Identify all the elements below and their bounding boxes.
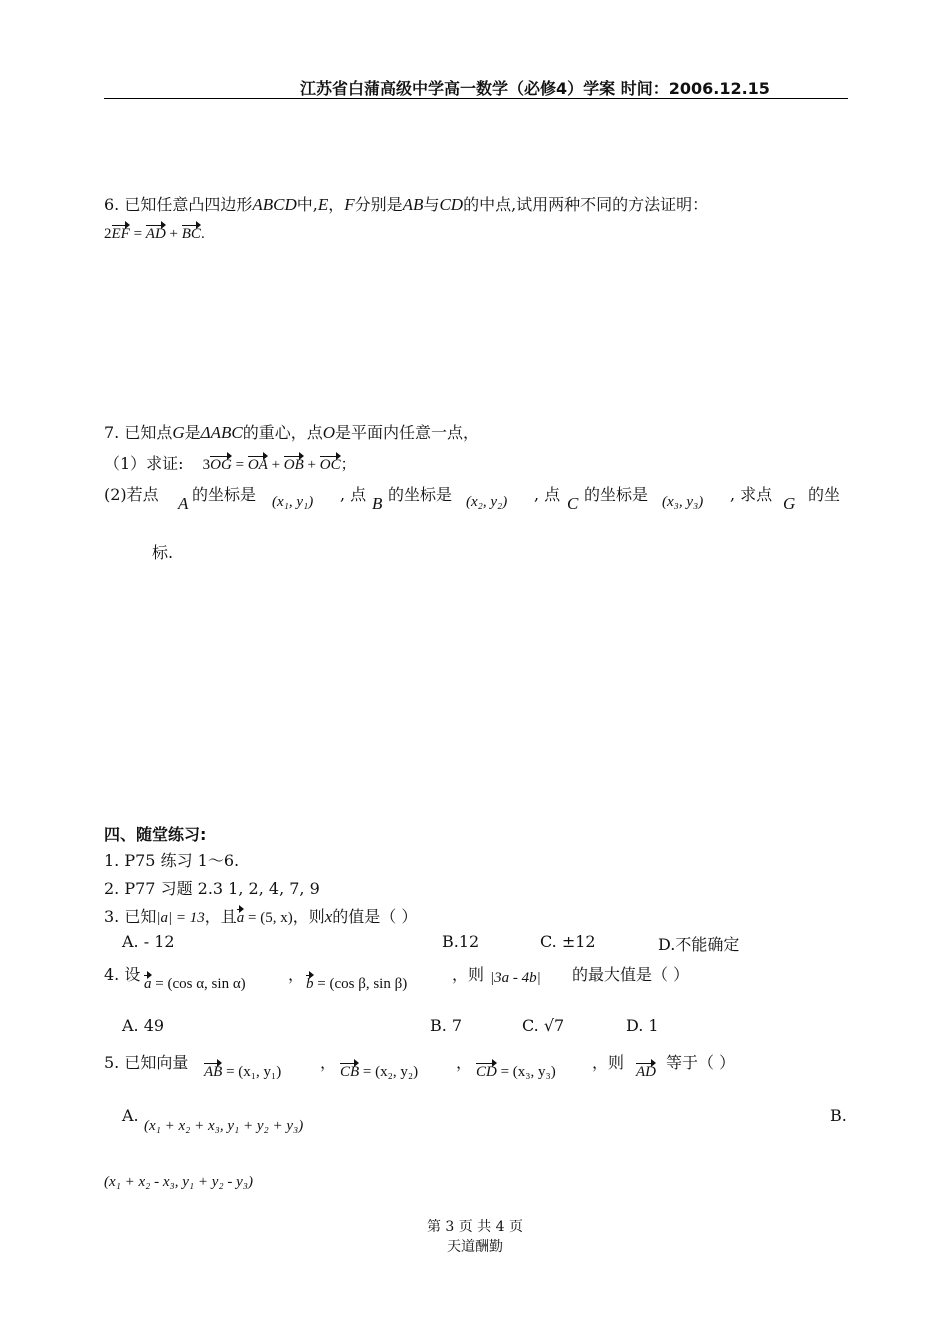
item4-option-b: B. 7 bbox=[430, 1016, 463, 1035]
footer-page-number: 第 3 页 共 4 页 bbox=[426, 1219, 524, 1235]
vector-oc: OC bbox=[319, 457, 341, 473]
vector-ad: AD bbox=[145, 226, 166, 242]
q6-text: 的中点,试用两种不同的方法证明： bbox=[463, 195, 709, 214]
item4-a-eq: = (cos α, sin α) bbox=[151, 976, 246, 992]
vector-a: a bbox=[236, 910, 245, 926]
q7-text: , 点 bbox=[340, 485, 367, 504]
item3-option-d: D.不能确定 bbox=[658, 935, 740, 954]
question-6-line-1 bbox=[104, 192, 708, 215]
item5-option-a: (x₁ + x₂ + x₃, y₁ + y₂ + y₃) bbox=[144, 1118, 304, 1134]
header-title: 江苏省白蒲高级中学高一数学（必修4）学案 时间：2006.12.15 bbox=[300, 79, 770, 98]
vector-ob: OB bbox=[283, 457, 304, 473]
item5-cd-def bbox=[476, 1064, 556, 1081]
item4-vector-b-def bbox=[306, 976, 407, 993]
item3-eq: = (5, x) bbox=[244, 910, 293, 926]
q7-text: 是平面内任意一点， bbox=[335, 423, 480, 442]
item4-option-a: A. 49 bbox=[122, 1016, 165, 1035]
formula-eq: = bbox=[129, 226, 146, 242]
item4-text: ， bbox=[288, 965, 305, 984]
item4-option-c: C. √7 bbox=[522, 1016, 565, 1035]
item5-ab-eq: = (x₁, y₁) bbox=[222, 1064, 282, 1080]
q7-text: 7. 已知点 bbox=[104, 423, 173, 442]
item5-text: ，则 bbox=[592, 1053, 625, 1072]
q7-coord-a: (x₁, y₁) bbox=[272, 494, 314, 510]
q7-text: 是 bbox=[184, 423, 201, 442]
item3-option-b: B.12 bbox=[442, 932, 480, 951]
formula-coef: 2 bbox=[104, 226, 112, 242]
formula-plus: + bbox=[303, 457, 320, 473]
practice-item-1: 1. P75 练习 1～6. bbox=[104, 851, 240, 870]
formula-semicolon: ； bbox=[340, 457, 356, 473]
vector-ab: AB bbox=[204, 1064, 223, 1080]
question-7-part-1 bbox=[104, 451, 356, 474]
q7-point-g: G bbox=[783, 494, 796, 513]
q7-o: O bbox=[322, 423, 336, 442]
item5-option-b-label: B. bbox=[830, 1106, 847, 1125]
q6-text: ， bbox=[328, 195, 345, 214]
q7-text: 的重心，点 bbox=[242, 423, 323, 442]
item5-option-b: (x₁ + x₂ - x₃, y₁ + y₂ - y₃) bbox=[104, 1174, 253, 1190]
q6-text: 中, bbox=[296, 195, 318, 214]
vector-oa: OA bbox=[247, 457, 268, 473]
item3-text: 的值是（ ） bbox=[332, 907, 418, 926]
item5-cb-def bbox=[340, 1064, 418, 1081]
item4-option-d: D. 1 bbox=[626, 1016, 659, 1035]
q6-text: 6. 已知任意凸四边形 bbox=[104, 195, 253, 214]
q7-text: 的坐标是 bbox=[584, 485, 649, 504]
vector-cb: CB bbox=[340, 1064, 360, 1080]
question-6-formula bbox=[104, 226, 205, 243]
q7-text: , 点 bbox=[534, 485, 561, 504]
item4-vector-a-def bbox=[144, 976, 246, 993]
q6-cd: CD bbox=[439, 195, 464, 214]
item3-text: 3. 已知 bbox=[104, 907, 157, 926]
item5-option-a-label: A. bbox=[122, 1106, 139, 1125]
vector-ef: EF bbox=[111, 226, 130, 242]
item4-text: ，则 bbox=[452, 965, 485, 984]
q6-abcd: ABCD bbox=[252, 195, 297, 214]
q7-point-b: B bbox=[372, 494, 383, 513]
item4-abs: |3a - 4b| bbox=[490, 970, 541, 986]
item5-cb-eq: = (x₂, y₂) bbox=[359, 1064, 419, 1080]
q7-coord-c: (x₃, y₃) bbox=[662, 494, 704, 510]
practice-item-3 bbox=[104, 904, 417, 927]
q7-coord-b: (x₂, y₂) bbox=[466, 494, 508, 510]
q7-g: G bbox=[172, 423, 185, 442]
item3-option-c: C. ±12 bbox=[540, 932, 596, 951]
q7-part2-start: (2)若点 bbox=[104, 485, 159, 504]
item3-x: x bbox=[324, 907, 333, 926]
item5-text: ， bbox=[320, 1053, 337, 1072]
practice-item-2: 2. P77 习题 2.3 1, 2, 4, 7, 9 bbox=[104, 879, 320, 898]
formula-eq: = bbox=[231, 457, 248, 473]
q6-text: 与 bbox=[423, 195, 440, 214]
formula-plus: + bbox=[267, 457, 284, 473]
q6-e: E bbox=[317, 195, 329, 214]
formula-dot: . bbox=[200, 226, 205, 242]
item5-cd-eq: = (x₃, y₃) bbox=[496, 1064, 556, 1080]
q7-triangle: ΔABC bbox=[200, 423, 243, 442]
q7-point-c: C bbox=[567, 494, 579, 513]
vector-b: b bbox=[306, 976, 314, 992]
vector-cd: CD bbox=[476, 1064, 497, 1080]
vector-bc: BC bbox=[181, 226, 201, 242]
item3-text: ，则 bbox=[292, 907, 325, 926]
q7-text: 的坐标是 bbox=[192, 485, 257, 504]
q6-ab: AB bbox=[402, 195, 424, 214]
item5-text: 5. 已知向量 bbox=[104, 1053, 189, 1072]
item4-text: 4. 设 bbox=[104, 965, 141, 984]
item3-abs: |a| = 13 bbox=[156, 910, 205, 926]
vector-a: a bbox=[144, 976, 152, 992]
item3-option-a: A. - 12 bbox=[122, 932, 175, 951]
item4-text: 的最大值是（ ） bbox=[572, 965, 690, 984]
item5-ab-def bbox=[204, 1064, 281, 1081]
footer-motto: 天道酬勤 bbox=[447, 1239, 503, 1255]
q6-text: 分别是 bbox=[354, 195, 403, 214]
q7-text: 的坐标是 bbox=[388, 485, 453, 504]
q7-text: , 求点 bbox=[730, 485, 773, 504]
vector-og: OG bbox=[210, 457, 232, 473]
q7-point-a: A bbox=[178, 494, 189, 513]
formula-plus: + bbox=[165, 226, 182, 242]
q7-text: 标. bbox=[152, 543, 174, 562]
q7-part1-label: （1）求证: bbox=[104, 454, 184, 473]
practice-heading: 四、随堂练习: bbox=[104, 825, 207, 844]
vector-ad: AD bbox=[636, 1064, 656, 1080]
header-rule bbox=[104, 98, 848, 99]
item5-text: 等于（ ） bbox=[666, 1053, 736, 1072]
item3-text: ，且 bbox=[204, 907, 237, 926]
q6-f: F bbox=[344, 195, 355, 214]
item4-b-eq: = (cos β, sin β) bbox=[313, 976, 408, 992]
formula-coef: 3 bbox=[202, 457, 211, 473]
q7-text: 的坐 bbox=[808, 485, 841, 504]
item5-text: ， bbox=[456, 1053, 473, 1072]
question-7-line-1 bbox=[104, 420, 479, 443]
